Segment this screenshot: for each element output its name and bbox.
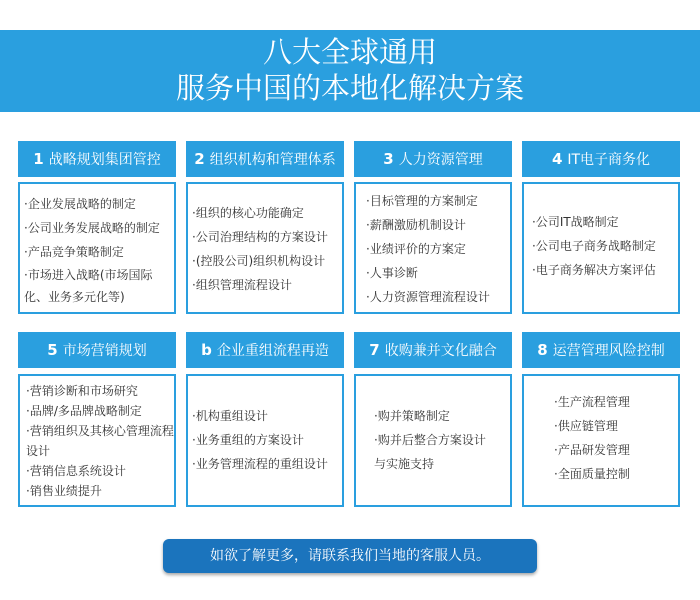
list-item: ·购并策略制定 [374, 409, 450, 423]
list-item: ·产品研发管理 [554, 443, 630, 457]
list-item: ·全面质量控制 [554, 467, 630, 481]
list-item: ·供应链管理 [554, 419, 618, 433]
card-header [18, 141, 176, 177]
header-title-line2: 服务中国的本地化解决方案 [175, 71, 524, 105]
card-header [522, 141, 680, 177]
card-title: 人力资源管理 [398, 152, 483, 168]
card-title: 收购兼并文化融合 [384, 343, 497, 359]
card-number: 2 [194, 150, 205, 168]
list-item: ·业绩评价的方案定 [366, 242, 466, 256]
list-item: ·组织管理流程设计 [192, 278, 292, 292]
card-number: 5 [47, 341, 58, 359]
card-body [354, 374, 512, 507]
list-item: ·营销诊断和市场研究 [26, 384, 138, 398]
header-title-line1: 八大全球通用 [262, 35, 437, 69]
list-item: ·目标管理的方案制定 [366, 194, 478, 208]
card-number: 8 [537, 341, 548, 359]
card-title: 企业重组流程再造 [216, 343, 329, 359]
card-title: 组织机构和管理体系 [209, 152, 336, 168]
card-title: IT电子商务化 [567, 152, 651, 168]
list-item: ·公司治理结构的方案设计 [192, 230, 328, 244]
list-item: ·机构重组设计 [192, 409, 268, 423]
list-item: ·生产流程管理 [554, 395, 630, 409]
card-title: 运营管理风险控制 [552, 343, 665, 359]
list-item: ·组织的核心功能确定 [192, 206, 304, 220]
list-item: ·薪酬激励机制设计 [366, 218, 466, 232]
list-item: 与实施支持 [374, 457, 435, 471]
list-item: ·公司电子商务战略制定 [532, 239, 656, 253]
card-header [354, 332, 512, 368]
list-item: ·企业发展战略的制定 [24, 197, 136, 211]
card-number: 1 [33, 150, 44, 168]
card-header [522, 332, 680, 368]
list-item: ·产品竞争策略制定 [24, 245, 124, 259]
list-item: ·电子商务解决方案评估 [532, 263, 656, 277]
list-item: ·业务管理流程的重组设计 [192, 457, 328, 471]
card-number: 4 [551, 150, 563, 168]
list-item: ·营销组织及其核心管理流程设计 [26, 424, 174, 458]
list-item: ·营销信息系统设计 [26, 464, 126, 478]
card-title: 市场营销规划 [62, 343, 147, 359]
card-title: 战略规划集团管控 [48, 152, 161, 168]
list-item: ·公司IT战略制定 [532, 215, 619, 229]
card-body [186, 374, 344, 507]
header-banner [0, 30, 700, 112]
card-body [18, 182, 176, 314]
card-header [186, 332, 344, 368]
list-item: ·(控股公司)组织机构设计 [192, 254, 326, 268]
list-item: ·市场进入战略(市场国际化、业务多元化等) [24, 268, 153, 304]
card-header [186, 141, 344, 177]
card-number: 3 [383, 150, 394, 168]
card-body [186, 182, 344, 314]
card-header [354, 141, 512, 177]
card-body [354, 182, 512, 314]
contact-us-button[interactable]: 如欲了解更多，请联系我们当地的客服人员。 [163, 539, 537, 573]
list-item: ·人力资源管理流程设计 [366, 290, 490, 304]
card-number: b [201, 341, 212, 359]
card-number: 7 [369, 341, 380, 359]
list-item: ·购并后整合方案设计 [374, 433, 486, 447]
card-header [18, 332, 176, 368]
card-body [18, 374, 176, 507]
card-body [522, 374, 680, 507]
list-item: ·业务重组的方案设计 [192, 433, 304, 447]
card-body [522, 182, 680, 314]
list-item: ·公司业务发展战略的制定 [24, 221, 160, 235]
list-item: ·品牌/多品牌战略制定 [26, 404, 142, 418]
list-item: ·人事诊断 [366, 266, 418, 280]
list-item: ·销售业绩提升 [26, 484, 102, 498]
